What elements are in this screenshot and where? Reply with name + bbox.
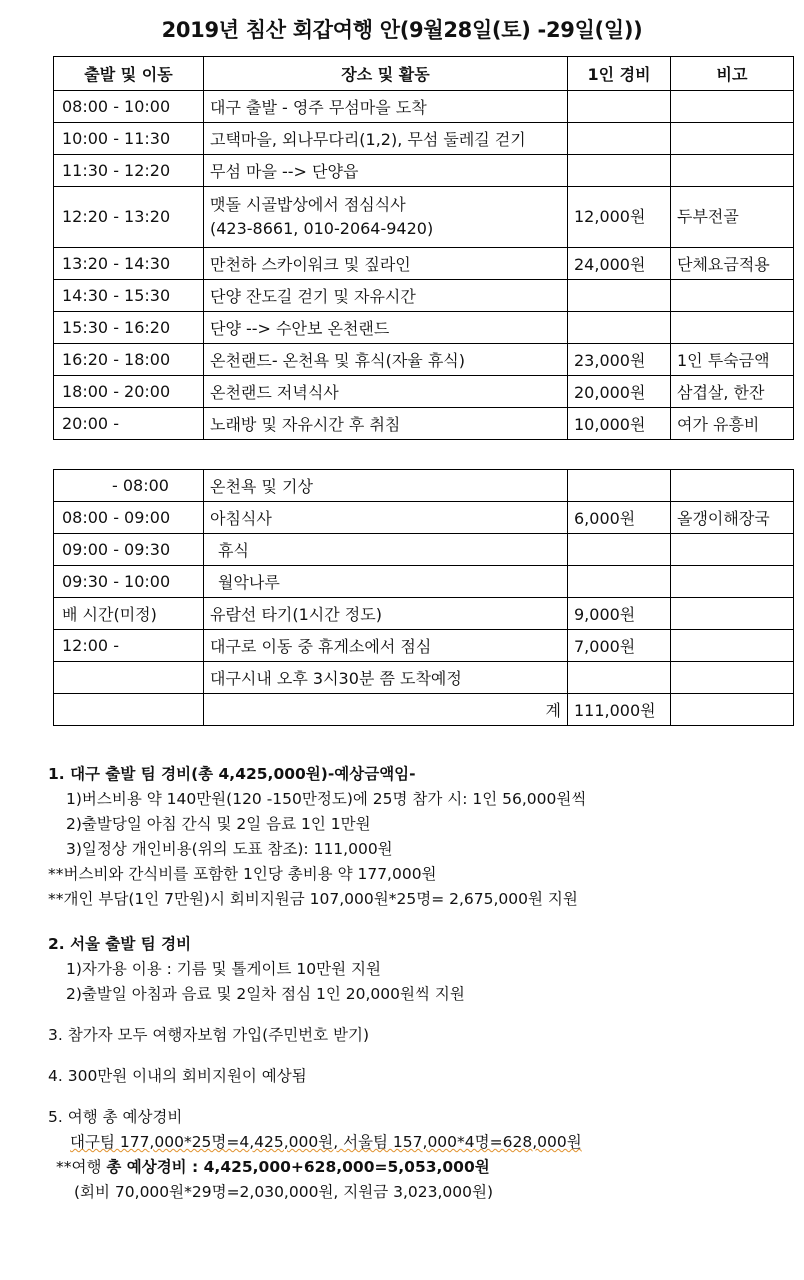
row-activity: 만천하 스카이워크 및 짚라인 xyxy=(204,248,568,280)
header-cost: 1인 경비 xyxy=(568,57,671,91)
section5-line1-text: 대구팀 177,000*25명=4,425,000원, 서울팀 157,000*4명=628,000원 xyxy=(70,1133,582,1151)
row-activity: 단양 잔도길 걷기 및 자유시간 xyxy=(204,280,568,312)
header-departure: 출발 및 이동 xyxy=(54,57,204,91)
total-note-cell xyxy=(671,694,794,726)
section5-line2 xyxy=(48,1155,788,1180)
table-row xyxy=(54,155,794,187)
section2-line1: 1)자가용 이용 : 기름 및 톨게이트 10만원 지원 xyxy=(66,960,381,978)
row-note xyxy=(671,534,794,566)
row-cost: 6,000원 xyxy=(568,502,671,534)
section2-title: 2. 서울 출발 팀 경비 xyxy=(48,935,192,953)
section1-line2: 2)출발당일 아침 간식 및 2일 음료 1인 1만원 xyxy=(66,815,371,833)
row-cost xyxy=(568,534,671,566)
row-activity: 유람선 타기(1시간 정도) xyxy=(204,598,568,630)
row-time: 12:20 - 13:20 xyxy=(54,187,204,248)
table-row xyxy=(54,187,794,248)
row-note xyxy=(671,662,794,694)
row-note xyxy=(671,470,794,502)
table-row xyxy=(54,91,794,123)
table-row xyxy=(54,376,794,408)
row-time xyxy=(54,662,204,694)
row-time: 15:30 - 16:20 xyxy=(54,312,204,344)
header-note: 비고 xyxy=(671,57,794,91)
row-note xyxy=(671,123,794,155)
section5-line2-prefix: **여행 xyxy=(56,1158,102,1176)
row-activity: 단양 --> 수안보 온천랜드 xyxy=(204,312,568,344)
page-title: 2019년 침산 회갑여행 안(9월28일(토) -29일(일)) xyxy=(161,18,643,42)
section1-line5: **개인 부담(1인 7만원)시 회비지원금 107,000원*25명= 2,675,000원 지원 xyxy=(48,890,578,908)
row-note: 올갱이해장국 xyxy=(671,502,794,534)
row-cost xyxy=(568,312,671,344)
schedule-table-day1 xyxy=(53,56,794,440)
section1-line3: 3)일정상 개인비용(위의 도표 참조): 111,000원 xyxy=(66,840,393,858)
section5-line3: (회비 70,000원*29명=2,030,000원, 지원금 3,023,000원) xyxy=(74,1183,494,1201)
section1-line1: 1)버스비용 약 140만원(120 -150만정도)에 25명 참가 시: 1인 56,000원씩 xyxy=(66,790,587,808)
row-cost: 20,000원 xyxy=(568,376,671,408)
row-activity xyxy=(204,187,568,248)
row-activity: 온천랜드- 온천욕 및 휴식(자율 휴식) xyxy=(204,344,568,376)
row-note xyxy=(671,598,794,630)
row-note xyxy=(671,312,794,344)
section1-title: 1. 대구 출발 팀 경비(총 4,425,000원)-예상금액임- xyxy=(48,765,416,783)
row-activity: 노래방 및 자유시간 후 취침 xyxy=(204,408,568,440)
row-activity: 온천랜드 저녁식사 xyxy=(204,376,568,408)
row-cost xyxy=(568,91,671,123)
row-time: 08:00 - 09:00 xyxy=(54,502,204,534)
row-time: 10:00 - 11:30 xyxy=(54,123,204,155)
row-cost: 10,000원 xyxy=(568,408,671,440)
row-note xyxy=(671,630,794,662)
row-time: 08:00 - 10:00 xyxy=(54,91,204,123)
section4: 4. 300만원 이내의 회비지원이 예상됨 xyxy=(48,1067,307,1085)
notes-section xyxy=(48,762,788,1205)
table-row xyxy=(54,344,794,376)
section3: 3. 참가자 모두 여행자보험 가입(주민번호 받기) xyxy=(48,1026,370,1044)
row-cost xyxy=(568,155,671,187)
table-row xyxy=(54,662,794,694)
table-row xyxy=(54,598,794,630)
row-cost xyxy=(568,662,671,694)
row-time: 20:00 - xyxy=(54,408,204,440)
row-activity: 아침식사 xyxy=(204,502,568,534)
row-cost xyxy=(568,280,671,312)
row-activity-line1: 맷돌 시골밥상에서 점심식사 xyxy=(210,195,406,214)
row-time: 11:30 - 12:20 xyxy=(54,155,204,187)
row-activity: 고택마을, 외나무다리(1,2), 무섬 둘레길 걷기 xyxy=(204,123,568,155)
row-activity: 무섬 마을 --> 단양읍 xyxy=(204,155,568,187)
row-activity-line2: (423-8661, 010-2064-9420) xyxy=(210,219,434,238)
table-row xyxy=(54,123,794,155)
row-time: 13:20 - 14:30 xyxy=(54,248,204,280)
table-row xyxy=(54,502,794,534)
section2-line2: 2)출발일 아침과 음료 및 2일차 점심 1인 20,000원씩 지원 xyxy=(66,985,465,1003)
table-row xyxy=(54,470,794,502)
row-cost: 7,000원 xyxy=(568,630,671,662)
table-row xyxy=(54,534,794,566)
total-row xyxy=(54,694,794,726)
row-note xyxy=(671,155,794,187)
row-time: 09:30 - 10:00 xyxy=(54,566,204,598)
row-note: 단체요금적용 xyxy=(671,248,794,280)
row-cost xyxy=(568,470,671,502)
total-empty-cell xyxy=(54,694,204,726)
row-time: 16:20 - 18:00 xyxy=(54,344,204,376)
row-cost: 23,000원 xyxy=(568,344,671,376)
table-row xyxy=(54,280,794,312)
row-time: - 08:00 xyxy=(54,470,204,502)
table-row xyxy=(54,408,794,440)
row-note xyxy=(671,91,794,123)
row-cost: 12,000원 xyxy=(568,187,671,248)
row-note: 삼겹살, 한잔 xyxy=(671,376,794,408)
row-activity: 온천욕 및 기상 xyxy=(204,470,568,502)
section1-line4: **버스비와 간식비를 포함한 1인당 총비용 약 177,000원 xyxy=(48,865,437,883)
total-value: 111,000원 xyxy=(568,694,671,726)
table-row xyxy=(54,248,794,280)
table-row xyxy=(54,566,794,598)
section5-line1 xyxy=(48,1130,788,1155)
row-time: 14:30 - 15:30 xyxy=(54,280,204,312)
row-note xyxy=(671,566,794,598)
row-cost: 9,000원 xyxy=(568,598,671,630)
row-time: 18:00 - 20:00 xyxy=(54,376,204,408)
table-header-row xyxy=(54,57,794,91)
row-time: 12:00 - xyxy=(54,630,204,662)
row-time: 09:00 - 09:30 xyxy=(54,534,204,566)
row-activity: 월악나루 xyxy=(204,566,568,598)
row-activity: 대구로 이동 중 휴게소에서 점심 xyxy=(204,630,568,662)
table-row xyxy=(54,630,794,662)
schedule-table-day2 xyxy=(53,469,794,726)
row-note: 두부전골 xyxy=(671,187,794,248)
row-note xyxy=(671,280,794,312)
row-activity: 대구시내 오후 3시30분 쯤 도착예정 xyxy=(204,662,568,694)
row-note: 1인 투숙금액 xyxy=(671,344,794,376)
section5-title: 5. 여행 총 예상경비 xyxy=(48,1108,183,1126)
row-note: 여가 유흥비 xyxy=(671,408,794,440)
row-cost: 24,000원 xyxy=(568,248,671,280)
total-label: 계 xyxy=(204,694,568,726)
row-cost xyxy=(568,123,671,155)
table-row xyxy=(54,312,794,344)
row-activity: 대구 출발 - 영주 무섬마을 도착 xyxy=(204,91,568,123)
header-activity: 장소 및 활동 xyxy=(204,57,568,91)
row-activity: 휴식 xyxy=(204,534,568,566)
row-time: 배 시간(미정) xyxy=(54,598,204,630)
row-cost xyxy=(568,566,671,598)
section5-line2-total: 총 예상경비 : 4,425,000+628,000=5,053,000원 xyxy=(106,1158,490,1176)
